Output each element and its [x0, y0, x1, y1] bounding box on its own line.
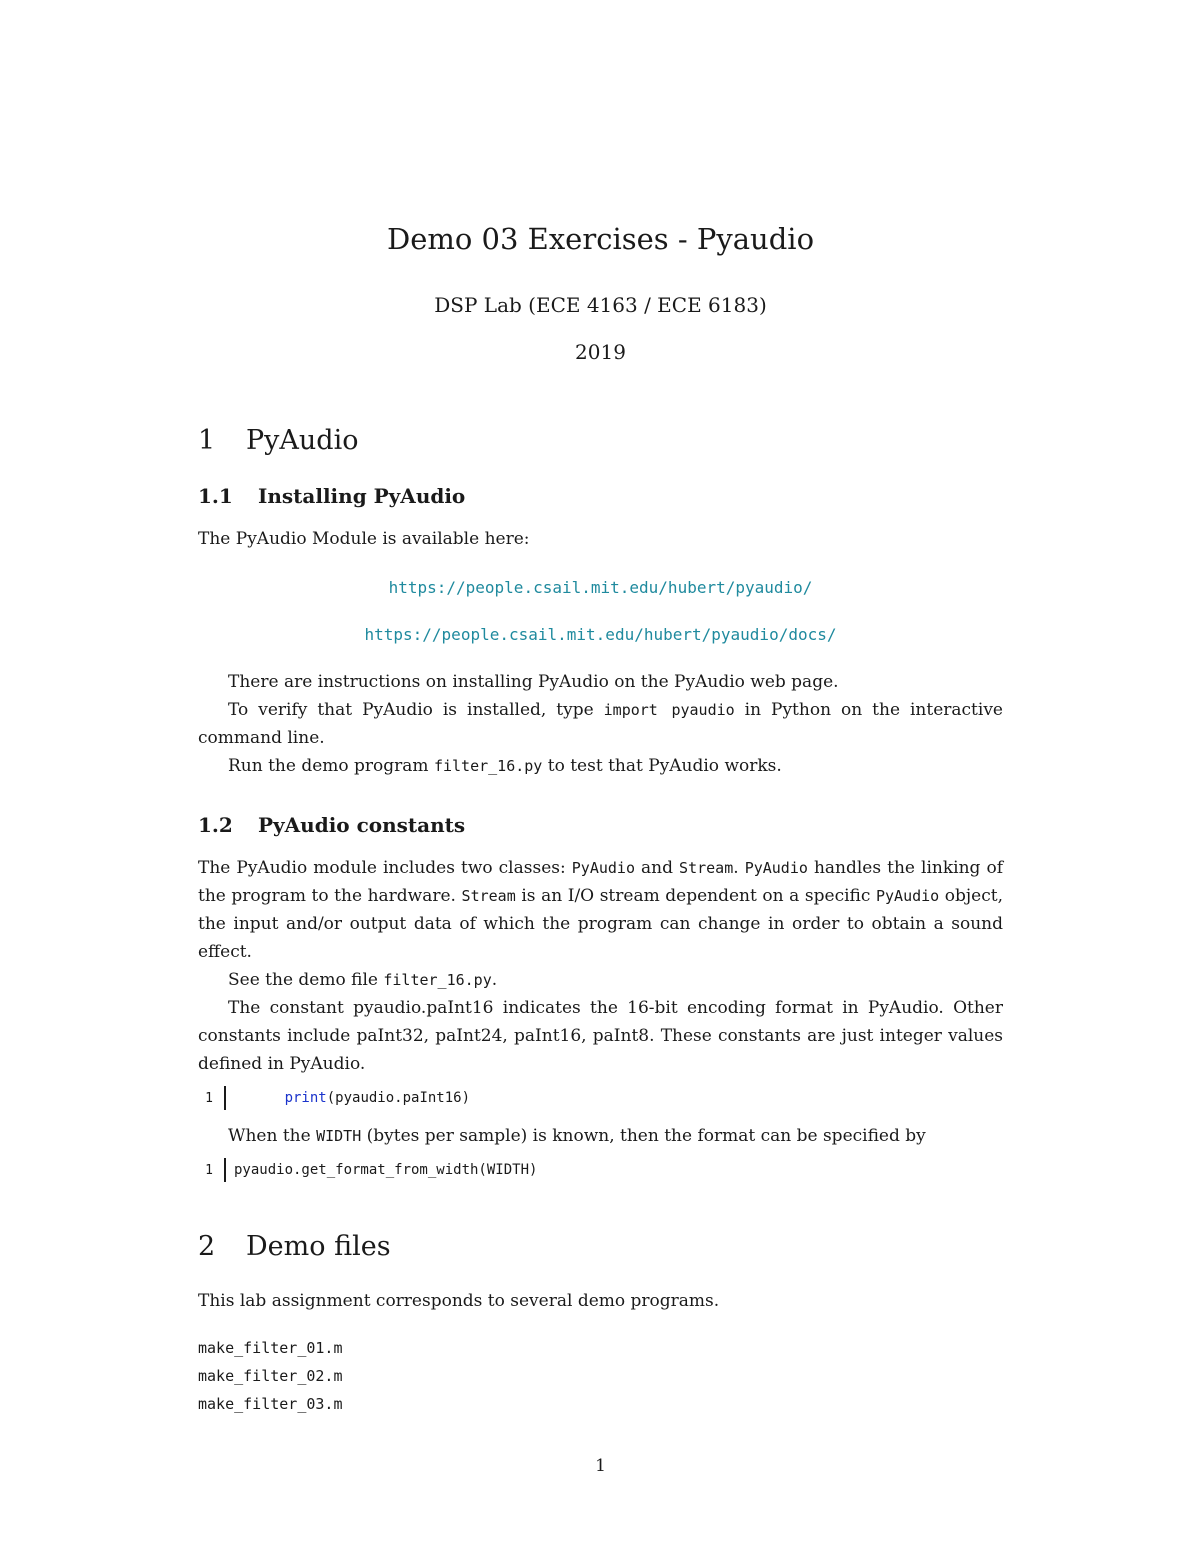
classes-paragraph: [198, 854, 1003, 966]
text-span: ,: [502, 1026, 515, 1046]
code-listing-get-format: [198, 1157, 537, 1183]
document-title: Demo 03 Exercises - Pyaudio: [386, 222, 815, 256]
subsection-number: 1.1: [198, 484, 233, 508]
document-date: 2019: [575, 340, 626, 364]
pyaudio-docs-url-text[interactable]: https://people.csail.mit.edu/hubert/pyaudio/docs/: [364, 625, 837, 644]
text-span: Run the demo program: [228, 756, 434, 776]
section-1-heading: [198, 425, 358, 456]
code-gutter-bar: [224, 1158, 226, 1182]
page-number: 1: [595, 1456, 606, 1476]
section-number: 2: [198, 1231, 216, 1262]
text-span: ,: [423, 1026, 436, 1046]
document-subtitle: DSP Lab (ECE 4163 / ECE 6183): [434, 293, 767, 317]
text-span: .: [733, 858, 745, 878]
code-keyword: print: [284, 1090, 327, 1106]
code-text: pyaudio.get_format_from_width(WIDTH): [234, 1162, 538, 1178]
list-item: make_filter_01.m: [198, 1339, 343, 1357]
section-number: 1: [198, 425, 216, 456]
verify-install-paragraph: [198, 696, 1003, 752]
install-instructions-paragraph: There are instructions on installing PyAudio on the PyAudio web page.: [228, 672, 839, 692]
subsection-1-2-heading: [198, 813, 465, 837]
list-item: make_filter_02.m: [198, 1367, 343, 1385]
inline-code: PyAudio: [744, 859, 808, 877]
text-span: To verify that PyAudio is installed, type: [228, 700, 604, 720]
inline-code: paInt32: [356, 1026, 424, 1046]
document-page: [198, 0, 1003, 1553]
pyaudio-url-text[interactable]: https://people.csail.mit.edu/hubert/pyaudio/: [388, 578, 813, 597]
inline-code: WIDTH: [316, 1127, 362, 1145]
installing-intro: The PyAudio Module is available here:: [198, 529, 530, 549]
see-demo-file-paragraph: [198, 966, 1003, 994]
inline-code: Stream: [679, 859, 734, 877]
inline-code: paInt24: [435, 1026, 503, 1046]
width-format-paragraph: [198, 1122, 1003, 1150]
demo-file-list: [198, 1334, 343, 1418]
code-listing-print: [198, 1085, 470, 1111]
subsection-title: PyAudio constants: [258, 813, 466, 837]
inline-code: pyaudio.paInt16: [353, 998, 494, 1018]
inline-code: PyAudio: [875, 887, 940, 905]
inline-code: filter_16.py: [383, 971, 492, 989]
text-span: indicates the 16-bit encoding format in PyAudio. Other constants include: [198, 998, 1003, 1046]
inline-code: paInt16: [514, 1026, 582, 1046]
text-span: object, the input and/or output data of which the program can change in order to obtain a sound effect.: [198, 886, 1003, 962]
demo-files-intro: This lab assignment corresponds to several demo programs.: [198, 1291, 720, 1311]
pyaudio-docs-url-link[interactable]: [198, 625, 1003, 644]
subsection-1-1-heading: [198, 484, 465, 508]
text-span: The PyAudio module includes two classes:: [198, 858, 572, 878]
text-span: ,: [581, 1026, 593, 1046]
code-gutter-bar: [224, 1086, 226, 1110]
inline-code: filter_16.py: [433, 757, 543, 775]
text-span: to test that PyAudio works.: [542, 756, 782, 776]
inline-code: import pyaudio: [603, 701, 735, 719]
section-title: Demo files: [246, 1231, 391, 1262]
text-span: The constant: [228, 998, 354, 1018]
text-span: .: [491, 970, 498, 990]
text-span: When the: [228, 1126, 317, 1146]
text-span: (bytes per sample) is known, then the format can be specified by: [361, 1126, 926, 1146]
pyaudio-url-link[interactable]: [198, 578, 1003, 597]
list-item: make_filter_03.m: [198, 1395, 343, 1413]
run-demo-paragraph: [198, 752, 1003, 780]
text-span: and: [634, 858, 680, 878]
inline-code: paInt8: [592, 1026, 650, 1046]
line-number: 1: [205, 1163, 213, 1178]
subsection-number: 1.2: [198, 813, 233, 837]
line-number: 1: [205, 1091, 213, 1106]
section-2-heading: [198, 1231, 391, 1262]
text-span: . These constants are just integer values defined in PyAudio.: [198, 1026, 1004, 1074]
section-title: PyAudio: [246, 425, 359, 456]
subsection-title: Installing PyAudio: [258, 484, 466, 508]
inline-code: Stream: [461, 887, 516, 905]
text-span: is an I/O stream dependent on a specific: [515, 886, 876, 906]
inline-code: PyAudio: [571, 859, 635, 877]
code-text: (pyaudio.paInt16): [326, 1090, 471, 1106]
text-span: in Python on the interactive command line.: [198, 700, 1003, 748]
text-span: handles the linking of the program to the hardware.: [198, 858, 1003, 906]
constants-paragraph: [198, 994, 1003, 1078]
text-span: See the demo file: [228, 970, 384, 990]
